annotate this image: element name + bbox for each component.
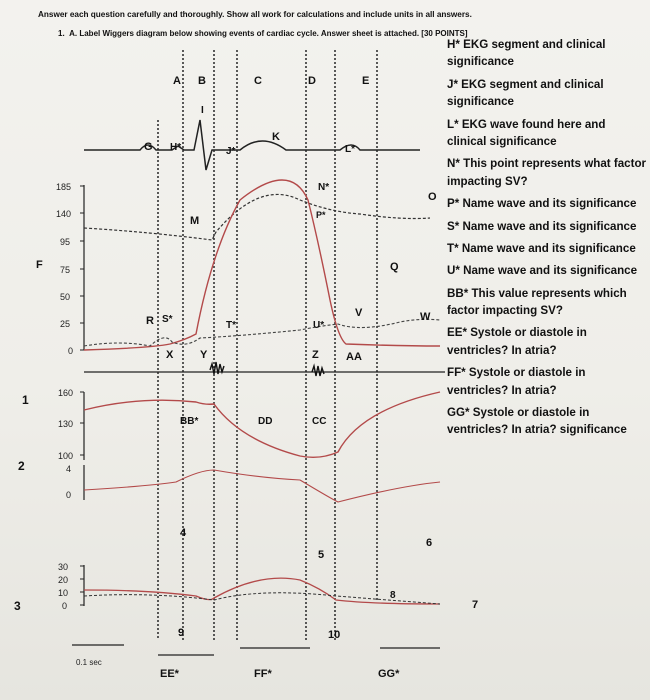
phase-label-a: A [173,75,181,87]
pressure-label-n: N* [318,182,330,193]
volume-label-bb: BB* [180,416,199,427]
pressure-label-p: P* [316,210,326,220]
sidebar-item-s: S* Name wave and its significance [447,219,637,233]
volume-label-cc: CC [312,416,327,427]
pressure-tick-140: 140 [56,209,72,219]
pressure-label-v: V [355,307,363,319]
phase-label-c: C [254,75,262,87]
sidebar-item-j: J* EKG segment and clinical significance [447,77,604,109]
ekg-label-j: J* [226,146,236,157]
instructions-heading: Answer each question carefully and thoroughly. Show all work for calculations and include units in all answers. [38,10,472,19]
phase-label-e: E [362,75,370,87]
ekg-trace [84,120,420,170]
ekg-label-l: L* [345,144,355,155]
pressure-label-w: W [420,311,431,323]
pressure-axis [56,182,84,356]
question-text: A. Label Wiggers diagram below showing events of cardiac cycle. Answer sheet is attached. [30 POINTS] [69,29,468,38]
bottom-label-gg: GG* [378,668,400,680]
flow-tick-30: 30 [58,562,69,572]
pressure-label-s: S* [162,314,173,325]
volume-label-dd: DD [258,416,273,427]
sound-tick-0: 0 [66,490,72,500]
pressure-label-x: X [166,349,174,361]
number-label-7: 7 [472,599,479,611]
ekg-label-g: G [144,141,153,153]
pressure-tick-0: 0 [68,346,74,356]
venous-trace [84,470,440,502]
number-label-4: 4 [180,527,187,539]
flow-tick-20: 20 [58,575,69,585]
side-label-3: 3 [14,599,21,613]
volume-tick-130: 130 [58,419,74,429]
volume-tick-160: 160 [58,388,74,398]
pressure-tick-185: 185 [56,182,72,192]
pressure-label-z: Z [312,349,319,361]
bottom-label-ff: FF* [254,668,272,680]
answer-key-sidebar [447,36,647,444]
sidebar-item-ee: EE* Systole or diastole in ventricles? In atria? [447,326,587,357]
sidebar-item-p: P* Name wave and its significance [447,197,637,211]
sound-tick-4: 4 [66,464,72,474]
time-bars [72,645,440,655]
pressure-label-t: T* [226,320,236,331]
question-number: 1. [58,29,65,38]
sidebar-item-ff: FF* Systole or diastole in ventricles? In atria? [447,366,586,397]
pressure-label-u: U* [313,320,325,331]
volume-tick-100: 100 [58,451,74,461]
sidebar-item-h: H* EKG segment and clinical significance [447,38,606,69]
flow-trace [84,578,440,604]
pressure-label-m: M [190,215,200,227]
number-label-8: 8 [390,590,396,601]
number-label-6: 6 [426,537,433,549]
pressure-tick-95: 95 [60,237,71,247]
sidebar-item-l: L* EKG wave found here and clinical significance [447,117,606,148]
pressure-label-aa: AA [346,351,362,363]
pressure-tick-50: 50 [60,292,71,302]
atrial-pressure-trace [84,319,440,346]
flow-tick-0: 0 [62,601,68,611]
phase-label-b: B [198,75,206,87]
ekg-label-k: K [272,131,280,143]
pressure-label-r: R [146,315,154,327]
flow-tick-10: 10 [58,588,69,598]
number-label-5: 5 [318,549,325,561]
pressure-tick-25: 25 [60,319,71,329]
flow-dashed-trace [84,593,440,604]
number-label-9: 9 [178,627,185,639]
sidebar-item-u: U* Name wave and its significance [447,264,638,278]
phase-label-d: D [308,75,316,87]
sidebar-item-n: N* This point represents what factor impacting SV? [447,157,647,188]
volume-axis [58,388,84,461]
number-label-10: 10 [328,629,341,641]
time-scale-label: 0.1 sec [76,658,102,667]
sidebar-item-gg: GG* Systole or diastole in ventricles? In atria? significance [447,406,627,437]
sidebar-item-t: T* Name wave and its significance [447,241,636,255]
heart-sound-s2 [312,366,324,376]
phase-divider-lines [158,50,377,640]
ventricular-pressure-trace [84,180,440,350]
pressure-label-o: O [428,191,437,203]
pressure-label-q: Q [390,261,399,273]
side-label-2: 2 [18,459,25,473]
side-label-f: F [36,259,43,271]
bottom-label-ee: EE* [160,668,179,680]
ekg-label-i: I [201,105,204,116]
aortic-pressure-trace [84,194,430,240]
ekg-label-h: H* [170,142,182,153]
pressure-label-y: Y [200,349,208,361]
sidebar-item-bb: BB* This value represents which factor impacting SV? [447,286,627,318]
pressure-tick-75: 75 [60,265,71,275]
side-label-1: 1 [22,393,29,407]
sound-axis [66,464,84,500]
flow-axis [58,562,84,611]
